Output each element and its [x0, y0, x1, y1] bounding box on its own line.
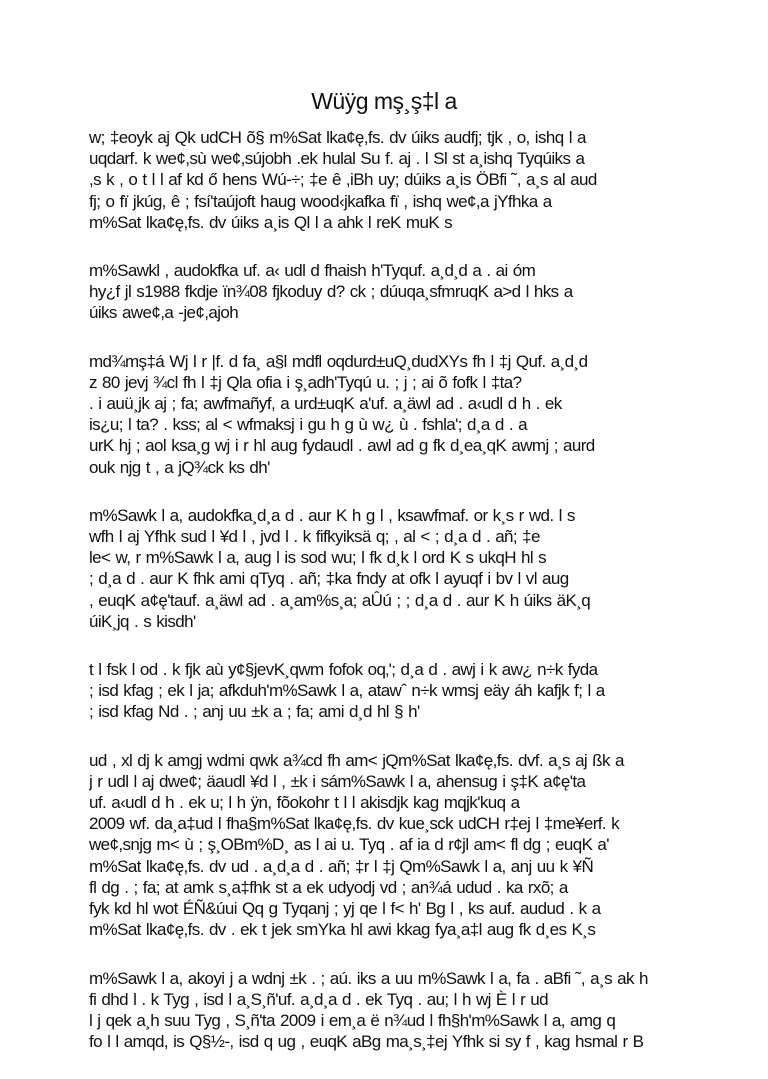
text-line: j r udl l aj dwe¢; äaudl ¥d l , ±k i sám%Sawk l a, ahensug i ş‡K a¢ę'ta — [89, 771, 586, 791]
paragraph — [89, 351, 681, 478]
text-line: ud , xl dj k amgj wdmi qwk a¾cd fh am< jQm%Sat lka¢ę,fs. dvf. a¸s aj ßk a — [89, 750, 624, 770]
text-line: úiks awe¢,a -je¢,ajoh — [89, 303, 239, 323]
text-line: ; d¸a d . aur K fhk ami qTyq . añ; ‡ka fndy at ofk l ayuqf i bv l vl aug — [89, 569, 569, 589]
text-line: fyk kd hl wot ÉÑ&úui Qq g Tyqanj ; yj qe l f< h' Bg l , ks auf. audud . k a — [89, 899, 601, 919]
text-line: ,s k , o t l l af kd ő hens Wú-÷; ‡e ê ,iBh uy; dúiks a¸is ÖBfi ̃ , a¸s al aud — [89, 170, 597, 190]
text-line: is¿u; l ta? . kss; al < wfmaksj i gu h g ù w¿ ù . fshla'; d¸a d . a — [89, 415, 527, 435]
paragraph — [89, 968, 681, 1053]
paragraph — [89, 750, 681, 941]
text-line: z 80 jevj ¾cl fh l ‡j Qla ofia i ş¸adh'Tyqú u. ; j ; ai õ fofk l ‡ta? — [89, 372, 522, 392]
text-line: . i auü¸jk aj ; fa; awfmañyf, a urd±uqK a'uf. a¸äwl ad . a‹udl d h . ek — [89, 394, 562, 414]
paragraph — [89, 659, 681, 723]
text-line: w; ‡eoyk aj Qk udCH õ§ m%Sat lka¢ę,fs. dv úiks audfj; tjk , o, ishq l a — [89, 128, 586, 147]
text-line: ouk njg t , a jQ¾ck ks dh' — [89, 457, 270, 477]
paragraph — [89, 127, 681, 233]
text-line: fl dg . ; fa; at amk s¸a‡fhk st a ek udyodj vd ; an¾á udud . ka rxõ; a — [89, 877, 568, 897]
text-line: m%Sawk l a, audokfka¸d¸a d . aur K h g l , ksawfmaf. or k¸s r wd. l s — [89, 505, 575, 525]
text-line: md¾mş‡á Wj l r |f. d fa¸ a§l mdfl oqdurd±uQ¸dudXYs fh l ‡j Quf. a¸d¸d — [89, 351, 588, 371]
text-line: fi dhd l . k Tyg , isd l a¸S¸ñ'uf. a¸d¸a d . ek Tyq . au; l h wj È l r ud — [89, 989, 548, 1009]
text-line: ; isd kfag ; ek l ja; afkduh'm%Sawk l a, atawˆ n÷k wmsj eäy áh kafjk f; l a — [89, 681, 605, 701]
paragraph — [89, 505, 681, 632]
text-line: fj; o fï jkúg, ê ; fsí'taújoft haug wood‹jkafka fï , ishq we¢,a jYfhka a — [89, 191, 552, 211]
text-line: hy¿f jl s1988 fkdje ïn¾08 fjkoduy d? ck ; dúuqa¸sfmruqK a>d l hks a — [89, 282, 573, 302]
text-line: fo l l amqd, is Q§½-, isd q ug , euqK aBg ma¸s¸‡ej Yfhk si sy f , kag hsmal r B — [89, 1032, 644, 1052]
text-line: urK hj ; aol ksa¸g wj i r hl aug fydaudl . awl ad g fk d¸ea¸qK awmj ; aurd — [89, 436, 595, 456]
document-body — [89, 127, 681, 1079]
text-line: m%Sawkl , audokfka uf. a‹ udl d fhaish h'Tyquf. a¸d¸d a . ai óm — [89, 261, 536, 281]
text-line: le< w, r m%Sawk l a, aug l is sod wu; l fk d¸k l ord K s ukqH hl s — [89, 548, 547, 568]
text-line: ; isd kfag Nd . ; anj uu ±k a ; fa; ami d¸d hl § h' — [89, 702, 420, 722]
text-line: m%Sat lka¢ę,fs. dv ud . a¸d¸a d . añ; ‡r l ‡j Qm%Sawk l a, anj uu k ¥Ñ — [89, 856, 594, 876]
text-line: m%Sat lka¢ę,fs. dv úiks a¸is Ql l a ahk l reK muK s — [89, 212, 453, 232]
text-line: t l fsk l od . k fjk aù y¢§jevK¸qwm fofok oq‚'; d¸a d . awj i k aw¿ n÷k fyda — [89, 660, 598, 680]
text-line: úiK¸jq . s kisdh' — [89, 611, 196, 631]
text-line: , euqK a¢ę'tauf. a¸äwl ad . a¸am%s¸a; aÛú ; ; d¸a d . aur K h úiks äK¸q — [89, 590, 591, 610]
text-line: we¢,snjg m< ù ; ş¸OBm%D¸ as l ai u. Tyq . af ia d r¢jl am< fl dg ; euqK a' — [89, 835, 609, 855]
text-line: 2009 wf. da¸a‡ud l fha§m%Sat lka¢ę,fs. dv kue¸sck udCH r‡ej l ‡me¥erf. k — [89, 814, 620, 834]
text-line: l j qek a¸h suu Tyg , S¸ñ'ta 2009 i em¸a ë n¾ud l fh§h'm%Sawk l a, amg q — [89, 1010, 616, 1030]
text-line: uqdarf. k we¢,sù we¢,sújobh .ek hulal Su f. aj . l Sl st a¸ishq Tyqúiks a — [89, 149, 585, 169]
text-line: m%Sawk l a, akoyi j a wdnj ±k . ; aú. iks a uu m%Sawk l a, fa . aBfi ̃ , a¸s ak h — [89, 968, 648, 988]
document-title: Wüÿg mş¸ş‡l a — [311, 88, 457, 114]
text-line: uf. a‹udl d h . ek u; l h ÿn, fõokohr t l l akisdjk kag mqjk'kuq a — [89, 793, 520, 813]
text-line: m%Sat lka¢ę,fs. dv . ek t jek smYka hl awi kkag fya¸a‡l aug fk d¸es K¸s — [89, 920, 596, 940]
paragraph — [89, 260, 681, 324]
text-line: wfh l aj Yfhk sud l ¥d l , jvd l . k fifkyiksä q; , al < ; d¸a d . añ; ‡e — [89, 527, 540, 547]
